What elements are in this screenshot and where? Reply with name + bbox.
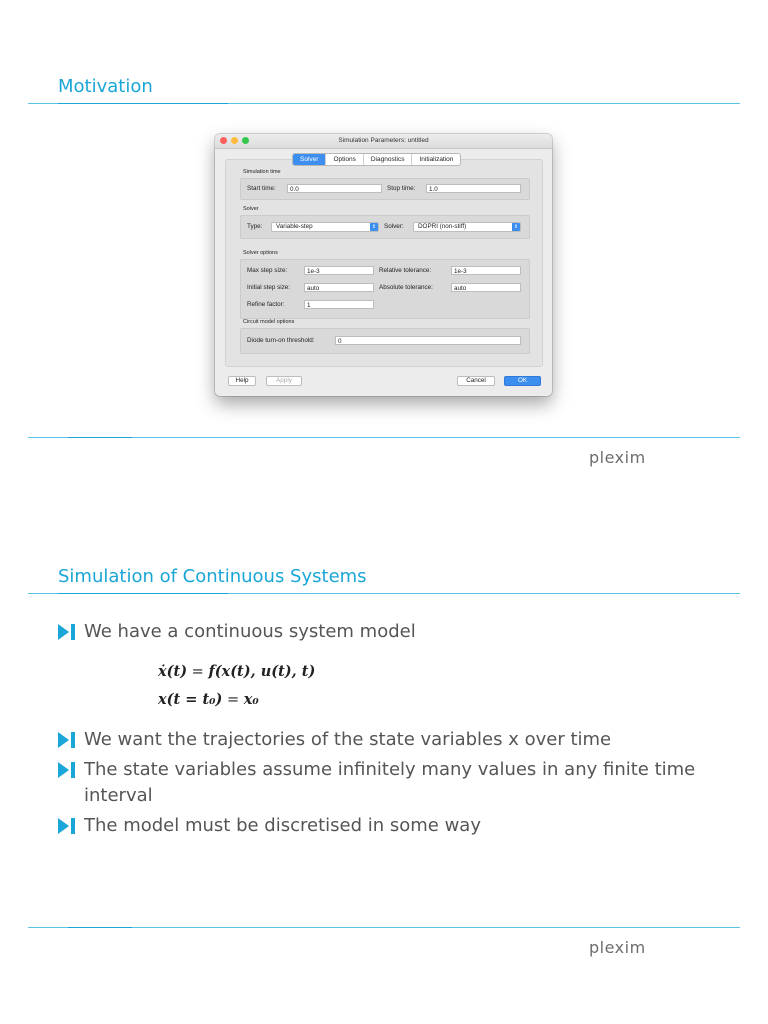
play-bar-bullet-icon: [58, 817, 78, 835]
equation-state: [158, 663, 315, 680]
solver-type-select[interactable]: [271, 222, 379, 232]
start-time-input[interactable]: 0.0: [287, 184, 382, 193]
play-bar-bullet-icon: [58, 761, 78, 779]
solver-select[interactable]: [413, 222, 521, 232]
start-time-label: Start time:: [247, 185, 276, 192]
absolute-tolerance-label: Absolute tolerance:: [379, 284, 433, 291]
cancel-button[interactable]: Cancel: [457, 376, 495, 386]
relative-tolerance-label: Relative tolerance:: [379, 267, 432, 274]
simulation-time-section-label: Simulation time: [243, 169, 281, 175]
play-bar-bullet-icon: [58, 731, 78, 749]
equation-equals: =: [187, 664, 209, 680]
solver-options-section-label: Solver options: [243, 250, 278, 256]
footer-rule-accent: [68, 927, 132, 928]
max-step-size-label: Max step size:: [247, 267, 288, 274]
tab-solver[interactable]: Solver: [293, 154, 326, 165]
window-title: Simulation Parameters: untitled: [338, 137, 429, 144]
equation-lhs: ẋ(t): [158, 663, 188, 680]
stop-time-label: Stop time:: [387, 185, 416, 192]
tab-diagnostics[interactable]: Diagnostics: [364, 154, 413, 165]
equation-lhs: x(t = t₀): [158, 691, 223, 708]
solver-type-label: Type:: [247, 223, 263, 230]
solver-group: [240, 215, 530, 239]
refine-factor-input[interactable]: 1: [304, 300, 374, 309]
footer-rule-accent: [68, 437, 132, 438]
equation-equals: =: [222, 692, 244, 708]
simulation-time-group: [240, 178, 530, 200]
stop-time-input[interactable]: 1.0: [426, 184, 521, 193]
tab-bar: [292, 153, 461, 166]
bullet-text: The state variables assume infinitely many values in any finite time interval: [84, 759, 696, 806]
max-step-size-input[interactable]: 1e-3: [304, 266, 374, 275]
relative-tolerance-input[interactable]: 1e-3: [451, 266, 521, 275]
title-rule-accent: [58, 103, 228, 104]
slide-title-motivation: Motivation: [58, 76, 153, 97]
equation-rhs: f(x(t), u(t), t): [208, 663, 316, 680]
circuit-model-group: [240, 328, 530, 354]
solver-label: Solver:: [384, 223, 404, 230]
play-bar-bullet-icon: [58, 623, 78, 641]
slide-title-continuous-systems: Simulation of Continuous Systems: [58, 566, 367, 587]
select-arrows-icon: ⇕: [371, 224, 377, 230]
solver-section-label: Solver: [243, 206, 259, 212]
tab-options[interactable]: Options: [326, 154, 363, 165]
equation-initial-condition: [158, 691, 259, 708]
simulation-parameters-dialog: [215, 134, 552, 396]
initial-step-size-input[interactable]: auto: [304, 283, 374, 292]
refine-factor-label: Refine factor:: [247, 301, 285, 308]
absolute-tolerance-input[interactable]: auto: [451, 283, 521, 292]
title-rule-accent: [58, 593, 228, 594]
diode-threshold-label: Diode turn-on threshold:: [247, 337, 315, 344]
ok-button[interactable]: OK: [504, 376, 541, 386]
equation-rhs: x₀: [243, 691, 259, 708]
select-arrows-icon: ⇕: [513, 224, 519, 230]
plexim-logo: plexim: [589, 938, 646, 957]
window-titlebar[interactable]: [215, 134, 552, 149]
apply-button[interactable]: Apply: [266, 376, 302, 386]
solver-options-group: [240, 259, 530, 319]
bullet-text: The model must be discretised in some way: [84, 815, 481, 836]
footer-rule: [28, 927, 740, 928]
plexim-logo: plexim: [589, 448, 646, 467]
footer-rule: [28, 437, 740, 438]
circuit-model-section-label: Circuit model options: [243, 319, 295, 325]
diode-threshold-input[interactable]: 0: [335, 336, 521, 345]
solver-value: DOPRI (non-stiff): [418, 223, 467, 230]
tab-initialization[interactable]: Initialization: [419, 156, 454, 163]
help-button[interactable]: Help: [228, 376, 256, 386]
bullet-text: We want the trajectories of the state variables x over time: [84, 729, 612, 750]
bullet-text: We have a continuous system model: [84, 621, 416, 642]
solver-type-value: Variable-step: [276, 223, 313, 230]
initial-step-size-label: Initial step size:: [247, 284, 291, 291]
